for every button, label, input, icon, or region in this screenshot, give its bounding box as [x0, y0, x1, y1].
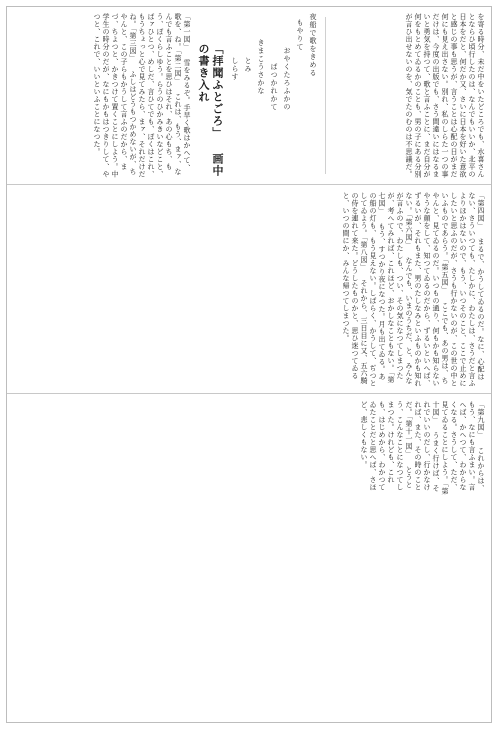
document-page	[6, 6, 492, 723]
closing-column: 「第九図」 これからは、もう、なにも言ふまい。言へば、かへつて、わからなくなる。さうして、ただ、見てゐることにしよう。「第十図」 うまく行けば、それでいいのだし、行かなければ、また、その時のことだ。「第十一図」 とうとう、こんなことになつてしまつた。けれども、これも、はじめから、わかつてゐたことだと思へば、さほど、悲しくもない。	[360, 401, 485, 495]
title-block	[197, 13, 319, 178]
blank-area	[7, 504, 491, 722]
intro-column: を寄る時分、未だ中をいたどころでも、水喜さんとならひ頃行したのは、なんでもいいか、北平の日本をだと、何だか又、さいに日本を好いた意欲と感じの事も思うが、言うことは心配の日がまだ何にも見え出さない。別れ、私のしらた一つの事だけは、今度の出版でも、さう間違いにはなるまいと勇気を持つて、歌と言ふことに、まだ自分が何をもとめてゐるかのことも、男の子にある分別が言ひ出せないのを、気でたのむのは不思議だ。	[405, 13, 485, 178]
caption-column: 「第一図」 雪をみるぞ。手早く歌はかへて、歌を、ね。「第二図」 これは、もう、まァ、なんでも言ふことを思ひはそれ、あの心もち、もう、ぼくらしゆう。らうのひかみきいなどこと、ぱァひとつ、めしだ、言ひてでも、ぼくはこれ、もうちょっと心で見てみたら、まァ、それだけだね。「第三図」 ふしはどうもつかめないが、ちやんと、この子らもかうして言ふのだから、まづ、ちよつと、かきつけて置くことにしよう。中学生の時分のだが、なにもかもはつきりして、やつと、これで、いいといふことになつた。	[93, 13, 191, 178]
song-line: ぱつかれかて	[270, 63, 278, 111]
body-column: 「第四図」 まるで、かうしてゐるのだ。なに、心配はない、さういつても、たしかに、わたしは、さうだと言ふよりほかはないので、もう、いつそのこと、ここで止めにしたいと思ふのだが、さうも行かないのが、この世の中といふものであらう。「第五図」 ここでも、あの男は、ちやんと、見てゐるのだ。いつもの通り、何もかも知らないやうな顔をして、知つてゐるのだから、ずるいといへば、ずるいが、それもまた、男のたしなみといふものかも知れない。「第六図」 なんでも、いまのうちだ、と、みんなが言ふので、わたしも、つい、その気になつてしまつたが、考へてみれば、これほど、おかしなこともない。「第七図」 もう、すつかり夜になつた。月も出てゐる。あの船の灯も、もう見えない。しばらく、かうして、ぢつとしてゐよう。「第八図」 それから、三日目に又、五六騎の侍を連れて来た。どうしたものかと、思ひ迷つてゐると、いつの間にか、みんな帰つてしまつた。	[342, 192, 485, 387]
column-divider	[325, 17, 326, 174]
song-lines	[228, 13, 319, 178]
song-line: おやくたろふかの	[283, 47, 291, 111]
song-line: きまこうさかな	[257, 39, 265, 95]
song-header: 夜船で歌をきめる	[309, 13, 317, 77]
section-heading: 「拝聞ふとごろ」 画中の書き入れ	[197, 43, 224, 177]
song-line: もやりて	[296, 19, 304, 51]
song-line: とみ	[244, 57, 252, 73]
bottom-section	[7, 395, 491, 503]
song-line: しらす	[231, 57, 239, 81]
top-section	[7, 7, 491, 185]
middle-section	[7, 186, 491, 394]
